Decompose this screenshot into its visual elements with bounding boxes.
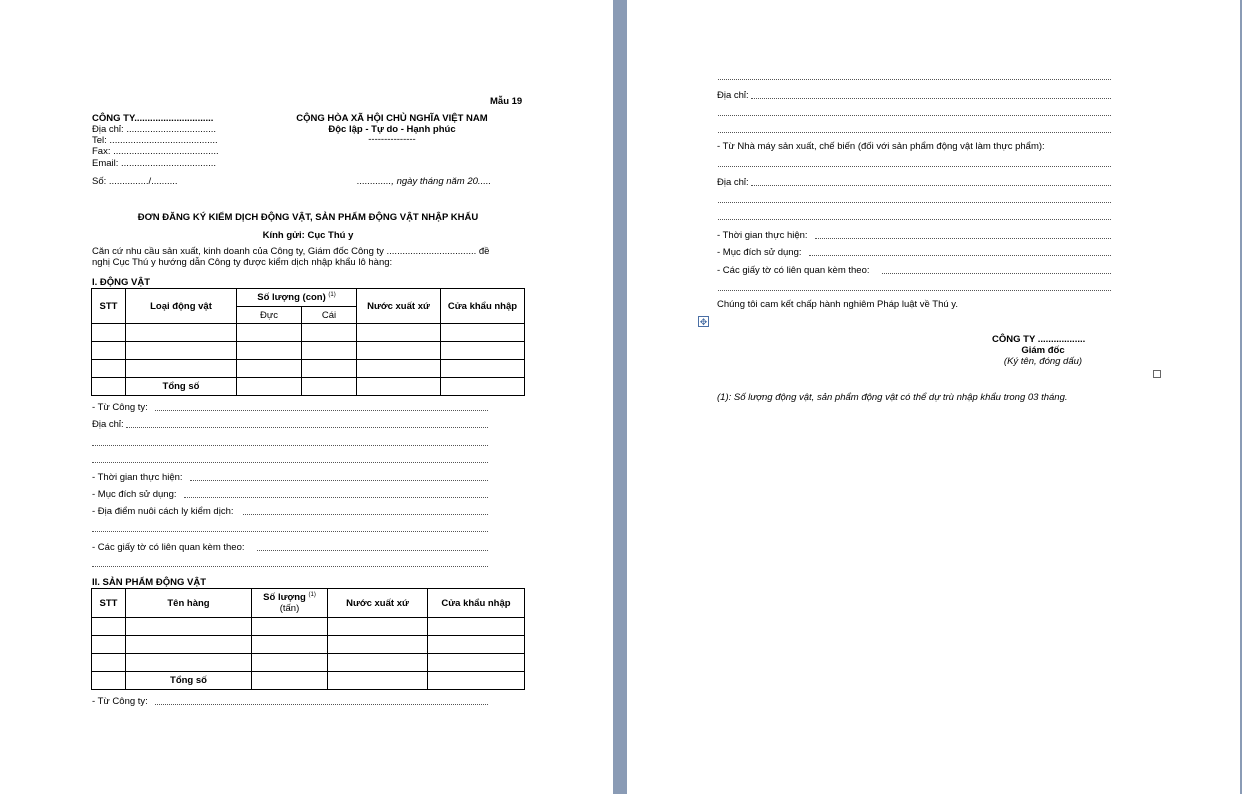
t1-header-male: Đực	[237, 307, 302, 324]
t1-qty-label: Số lượng (con)	[257, 292, 326, 304]
documents-label: - Các giấy tờ có liên quan kèm theo:	[92, 542, 245, 553]
fill-line	[92, 462, 488, 463]
fill-line	[718, 219, 1111, 220]
company-email: Email: ....................................	[92, 158, 217, 169]
table-row	[92, 636, 525, 654]
recipient: Kính gửi: Cục Thú y	[262, 230, 354, 241]
purpose-label: - Mục đích sử dụng:	[92, 489, 177, 500]
t1-header-female: Cái	[302, 307, 357, 324]
fill-line	[257, 550, 488, 551]
motto: Độc lập - Tự do - Hạnh phúc	[328, 124, 456, 135]
table-row	[92, 360, 525, 378]
table-row-total	[92, 672, 525, 690]
signature-company: CÔNG TY ..................	[992, 334, 1086, 345]
document-number: Số: .............../..........	[92, 176, 178, 187]
table-row-total	[92, 378, 525, 396]
t1-header-quantity	[237, 289, 357, 307]
fill-line	[92, 531, 488, 532]
company-name: CÔNG TY..............................	[92, 113, 214, 124]
t2-header-name: Tên hàng	[126, 589, 252, 618]
address-label-2: Địa chỉ:	[717, 177, 749, 188]
factory-label: - Từ Nhà máy sản xuất, chế biến (đối với sản phẩm động vật làm thực phẩm):	[717, 141, 1045, 152]
table-row	[92, 654, 525, 672]
signature-director: Giám đốc	[1021, 345, 1065, 356]
t2-qty-note: (1)	[308, 591, 316, 598]
fill-line	[190, 480, 488, 481]
fill-line	[809, 255, 1111, 256]
nation-heading: CỘNG HÒA XÃ HỘI CHỦ NGHĨA VIỆT NAM	[296, 113, 488, 124]
fill-line	[751, 185, 1111, 186]
fill-line	[718, 290, 1111, 291]
fill-line	[155, 410, 488, 411]
from-company-label: - Từ Công ty:	[92, 402, 148, 413]
section-products-heading: II. SẢN PHẨM ĐỘNG VẬT	[92, 577, 207, 588]
signature-note: (Ký tên, đóng dấu)	[1003, 356, 1083, 367]
fill-line	[882, 273, 1111, 274]
table-row	[92, 324, 525, 342]
t1-total-label: Tổng số	[126, 378, 237, 396]
products-table	[91, 588, 525, 690]
t2-header-gate: Cửa khẩu nhập	[428, 589, 525, 618]
purpose-label: - Mục đích sử dụng:	[717, 247, 802, 258]
fill-line	[92, 566, 488, 567]
t1-header-stt: STT	[92, 289, 126, 324]
address-label: Địa chỉ:	[92, 419, 124, 430]
fill-line	[718, 166, 1111, 167]
fill-line	[718, 132, 1111, 133]
form-number: Mẫu 19	[490, 96, 523, 107]
t1-header-gate: Cửa khẩu nhập	[441, 289, 525, 324]
company-address: Địa chỉ: ..................................	[92, 124, 217, 135]
table-move-handle-icon[interactable]: ✥	[699, 317, 708, 327]
company-tel: Tel: .........................................	[92, 135, 218, 146]
motto-rule: ---------------	[368, 134, 416, 145]
time-label: - Thời gian thực hiện:	[92, 472, 183, 483]
fill-line	[184, 497, 488, 498]
fill-line	[718, 115, 1111, 116]
fill-line	[155, 704, 488, 705]
form-title: ĐƠN ĐĂNG KÝ KIỂM DỊCH ĐỘNG VẬT, SẢN PHẨM ĐỘNG VẬT NHẬP KHẨU	[137, 212, 479, 223]
document-page-2	[627, 0, 1240, 794]
fill-line	[718, 79, 1111, 80]
documents-label: - Các giấy tờ có liên quan kèm theo:	[717, 265, 870, 276]
commitment-text: Chúng tôi cam kết chấp hành nghiêm Pháp luật về Thú y.	[717, 299, 958, 310]
animals-table	[91, 288, 525, 396]
t2-qty-label: Số lượng	[263, 592, 306, 604]
t1-header-country: Nước xuất xứ	[357, 289, 441, 324]
t2-header-quantity	[252, 589, 328, 618]
date-line: ............., ngày tháng năm 20.....	[357, 176, 492, 187]
table-row	[92, 618, 525, 636]
section-animals-heading: I. ĐỘNG VẬT	[92, 277, 151, 288]
fill-line	[718, 202, 1111, 203]
t2-header-country: Nước xuất xứ	[328, 589, 428, 618]
address-label: Địa chỉ:	[717, 90, 749, 101]
fill-line	[751, 98, 1111, 99]
fill-line	[243, 514, 488, 515]
t2-header-stt: STT	[92, 589, 126, 618]
company-fax: Fax: ........................................	[92, 146, 219, 157]
quarantine-place-label: - Địa điểm nuôi cách ly kiểm dịch:	[92, 506, 234, 517]
time-label: - Thời gian thực hiện:	[717, 230, 808, 241]
footnote: (1): Số lượng động vật, sản phẩm động vật có thể dự trù nhập khẩu trong 03 tháng.	[717, 392, 1068, 403]
intro-line-2: nghị Cục Thú y hướng dẫn Công ty được kiểm dịch nhập khẩu lô hàng:	[92, 257, 393, 268]
t2-qty-unit: (tấn)	[279, 603, 300, 615]
fill-line	[126, 427, 488, 428]
t1-qty-note: (1)	[328, 291, 336, 298]
table-resize-handle[interactable]	[1153, 370, 1161, 378]
fill-line	[92, 445, 488, 446]
from-company-label-2: - Từ Công ty:	[92, 696, 148, 707]
intro-line-1: Căn cứ nhu cầu sản xuất, kinh doanh của Công ty, Giám đốc Công ty .................................. đề	[92, 246, 490, 257]
table-row	[92, 342, 525, 360]
fill-line	[815, 238, 1111, 239]
t1-header-type: Loại động vật	[126, 289, 237, 324]
document-page-1	[0, 0, 613, 794]
t2-total-label: Tổng số	[126, 672, 252, 690]
